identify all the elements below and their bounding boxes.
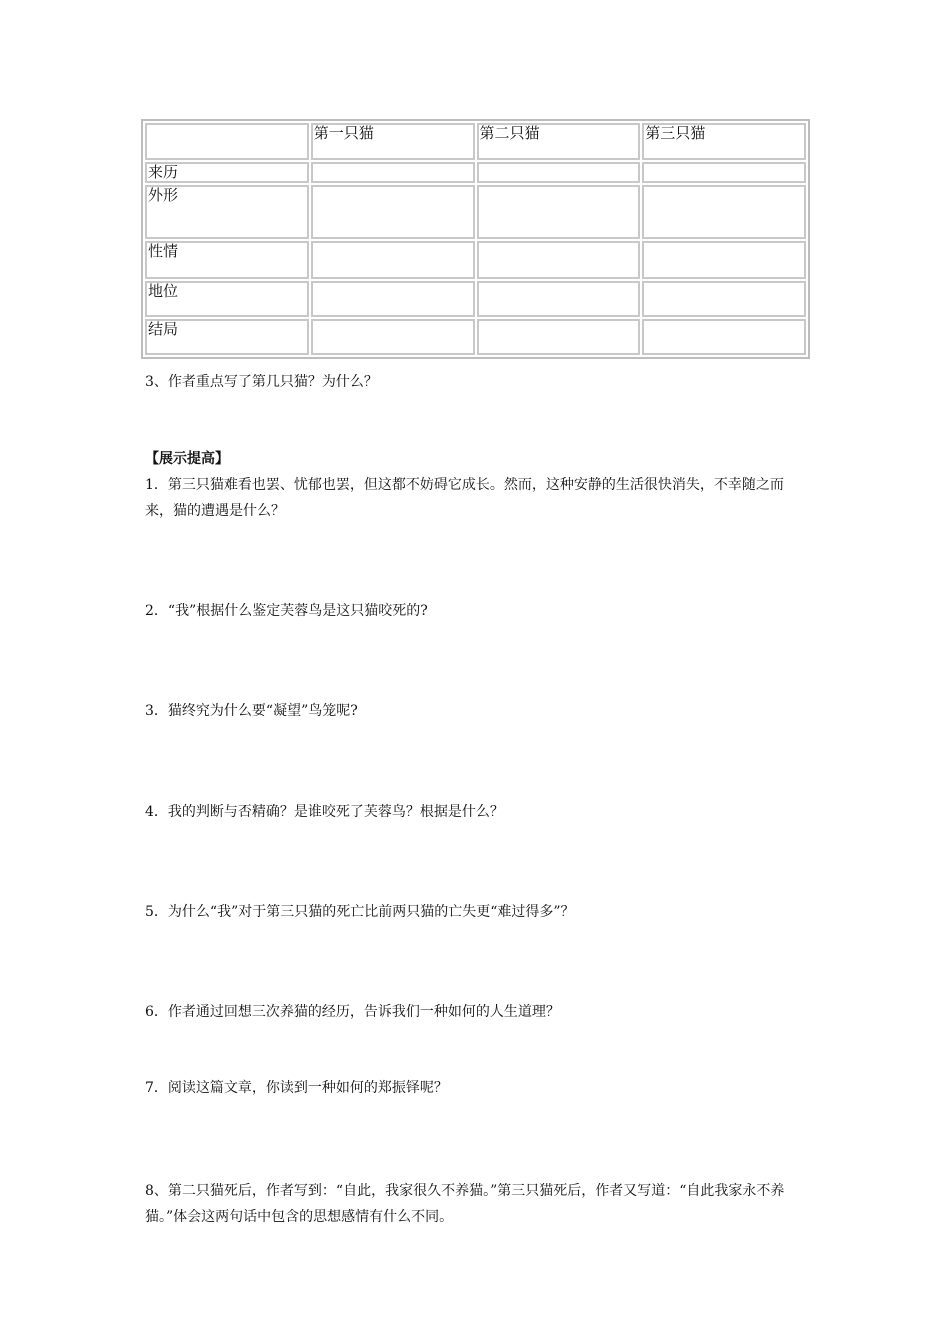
table-header-cat1: 第一只猫 bbox=[311, 123, 475, 160]
table-cell bbox=[477, 241, 641, 279]
table-cell bbox=[311, 281, 475, 317]
table-cell bbox=[311, 241, 475, 279]
table-cell bbox=[311, 185, 475, 239]
cat-comparison-table bbox=[141, 119, 810, 359]
table-cell bbox=[477, 185, 641, 239]
table-cell bbox=[642, 319, 806, 355]
question-1: 1．第三只猫难看也罢、忧郁也罢，但这都不妨碍它成长。然而，这种安静的生活很快消失，不幸随之而来，猫的遭遇是什么？ bbox=[145, 477, 784, 519]
table-cell bbox=[642, 162, 806, 183]
table-cell bbox=[311, 319, 475, 355]
row-label-status: 地位 bbox=[145, 281, 309, 317]
table-header-cat3: 第三只猫 bbox=[642, 123, 806, 160]
question-6: 6．作者通过回想三次养猫的经历，告诉我们一种如何的人生道理？ bbox=[145, 1004, 560, 1020]
table-cell bbox=[477, 319, 641, 355]
table-row bbox=[145, 319, 806, 355]
row-label-ending: 结局 bbox=[145, 319, 309, 355]
table-header-empty bbox=[145, 123, 309, 160]
table-cell bbox=[642, 241, 806, 279]
question-8: 8、第二只猫死后，作者写到：“自此，我家很久不养猫。”第三只猫死后，作者又写道：“自此我家永不养猫。”体会这两句话中包含的思想感情有什么不同。 bbox=[145, 1183, 785, 1225]
table-cell bbox=[642, 185, 806, 239]
row-label-origin: 来历 bbox=[145, 162, 309, 183]
table-row bbox=[145, 162, 806, 183]
table-cell bbox=[477, 281, 641, 317]
question-3: 3．猫终究为什么要“凝望”鸟笼呢? bbox=[145, 703, 358, 719]
table-cell bbox=[311, 162, 475, 183]
question-2: 2．“我”根据什么鉴定芙蓉鸟是这只猫咬死的? bbox=[145, 603, 428, 619]
row-label-temperament: 性情 bbox=[145, 241, 309, 279]
table-header-cat2: 第二只猫 bbox=[477, 123, 641, 160]
table-row bbox=[145, 281, 806, 317]
question-3-pre: 3、作者重点写了第几只猫？为什么？ bbox=[145, 374, 378, 390]
question-7: 7．阅读这篇文章，你读到一种如何的郑振铎呢？ bbox=[145, 1080, 448, 1096]
table-cell bbox=[477, 162, 641, 183]
table-row bbox=[145, 241, 806, 279]
table-row bbox=[145, 185, 806, 239]
section-title: 【展示提高】 bbox=[145, 451, 229, 467]
row-label-appearance: 外形 bbox=[145, 185, 309, 239]
table-cell bbox=[642, 281, 806, 317]
question-4: 4．我的判断与否精确？是谁咬死了芙蓉鸟？根据是什么？ bbox=[145, 804, 504, 820]
table-header-row bbox=[145, 123, 806, 160]
question-5: 5．为什么“我”对于第三只猫的死亡比前两只猫的亡失更“难过得多”？ bbox=[145, 904, 575, 920]
